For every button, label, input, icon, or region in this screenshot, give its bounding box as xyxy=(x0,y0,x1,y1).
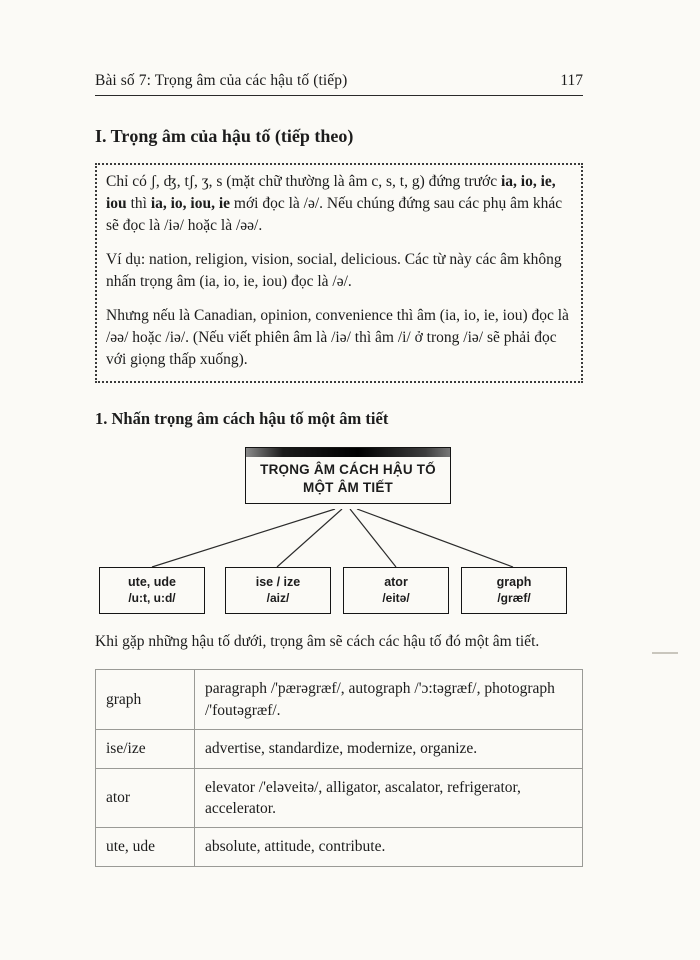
table-row xyxy=(96,670,583,730)
note-box xyxy=(95,163,583,383)
table-row xyxy=(96,768,583,828)
leaf-phonetic: /u:t, u:d/ xyxy=(128,591,176,606)
leaf-phonetic: /aiz/ xyxy=(266,591,290,606)
root-line-1: TRỌNG ÂM CÁCH HẬU TỐ xyxy=(260,462,436,477)
leaf-box-ute-ude xyxy=(99,567,205,614)
leaf-phonetic: /græf/ xyxy=(497,591,531,606)
note-p1-mid: thì xyxy=(126,195,151,212)
root-box-text xyxy=(246,457,450,503)
leaf-label: ute, ude xyxy=(128,575,176,590)
header-title: Bài số 7: Trọng âm của các hậu tố (tiếp) xyxy=(95,72,348,89)
leaf-box-ator xyxy=(343,567,449,614)
root-line-2: MỘT ÂM TIẾT xyxy=(303,479,393,495)
page-header xyxy=(95,72,583,96)
suffix-cell: ute, ude xyxy=(96,828,195,866)
connector-lines xyxy=(95,509,583,567)
scan-artifact xyxy=(652,652,678,654)
leaf-box-graph xyxy=(461,567,567,614)
suffix-cell: ise/ize xyxy=(96,730,195,768)
table-row xyxy=(96,730,583,768)
note-paragraph-3: Nhưng nếu là Canadian, opinion, convenience thì âm (ia, io, ie, iou) đọc là /əə/ hoặc /iə/. (Nếu viết phiên âm là /iə/ thì âm /i/ ở trong /iə/ sẽ phải đọc với giọng thấp xuống). xyxy=(106,307,569,368)
diagram-root-box xyxy=(245,447,451,504)
subsection-heading: 1. Nhấn trọng âm cách hậu tố một âm tiết xyxy=(95,409,389,428)
section-heading: I. Trọng âm của hậu tố (tiếp theo) xyxy=(95,126,354,146)
leaf-label: ator xyxy=(384,575,408,590)
examples-cell: absolute, attitude, contribute. xyxy=(195,828,583,866)
table-row xyxy=(96,828,583,866)
suffix-cell: ator xyxy=(96,768,195,828)
note-p1-bold1: ia, io, ie, iou xyxy=(106,173,556,212)
suffix-table xyxy=(95,669,583,866)
note-p1-post: mới đọc là /ə/. Nếu chúng đứng sau các phụ âm khác sẽ đọc là /iə/ hoặc là /əə/. xyxy=(106,195,563,234)
root-box-shadow-bar xyxy=(246,448,450,457)
page-content xyxy=(95,72,583,867)
examples-cell: paragraph /'pærəgræf/, autograph /'ɔ:təgræf/, photograph /'foutəgræf/. xyxy=(195,670,583,730)
examples-cell: elevator /'eləveitə/, alligator, ascalator, refrigerator, accelerator. xyxy=(195,768,583,828)
leaf-label: ise / ize xyxy=(255,575,301,590)
suffix-diagram xyxy=(95,447,583,615)
page-number: 117 xyxy=(560,72,583,89)
note-paragraph-2: Ví dụ: nation, religion, vision, social, delicious. Các từ này các âm không nhấn trọng âm (ia, io, ie, iou) đọc là /ə/. xyxy=(106,251,562,290)
diagram-leaf-row xyxy=(95,567,583,615)
leaf-box-ise-ize xyxy=(225,567,331,614)
suffix-cell: graph xyxy=(96,670,195,730)
body-paragraph: Khi gặp những hậu tố dưới, trọng âm sẽ cách các hậu tố đó một âm tiết. xyxy=(95,633,540,650)
note-p1-bold2: ia, io, iou, ie xyxy=(150,195,231,212)
leaf-label: graph xyxy=(496,575,532,590)
leaf-phonetic: /eitə/ xyxy=(382,591,410,606)
note-p1-pre: Chỉ có ʃ, ʤ, tʃ, ʒ, s (mặt chữ thường là âm c, s, t, g) đứng trước xyxy=(106,173,501,190)
examples-cell: advertise, standardize, modernize, organize. xyxy=(195,730,583,768)
note-paragraph-1 xyxy=(106,171,572,237)
